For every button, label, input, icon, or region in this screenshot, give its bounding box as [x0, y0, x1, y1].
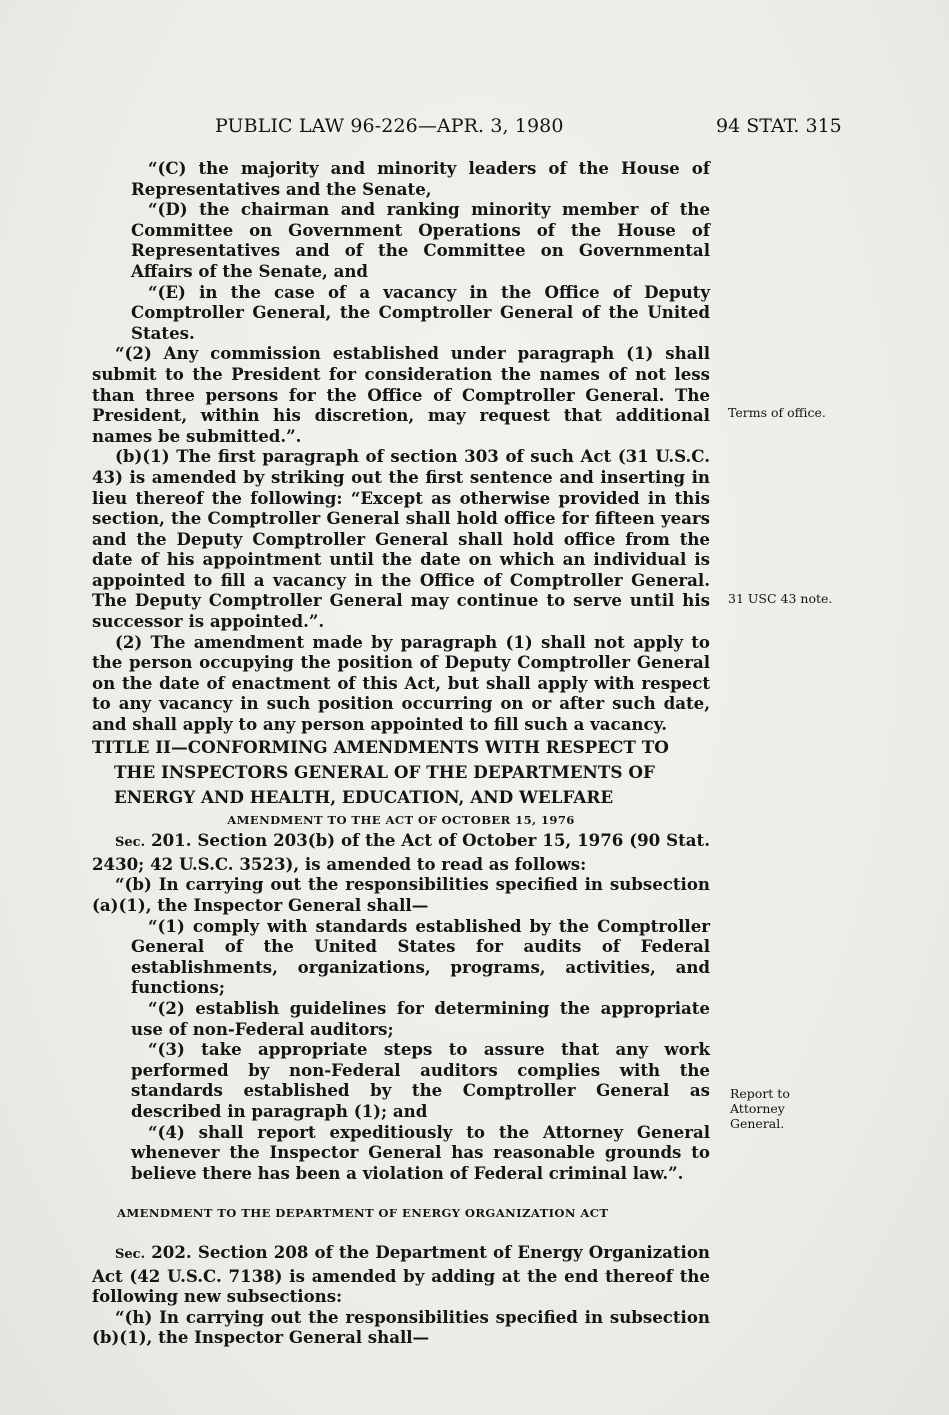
running-header: PUBLIC LAW 96-226—APR. 3, 1980 — [215, 115, 564, 137]
margin-note-report-1: Report to — [730, 1086, 790, 1101]
paragraph-2: “(2) Any commission established under paragraph (1) shall submit to the President for consideration the names of not less than three persons for the Office of Comptroller General. The President, within his discretion, may request that additional names be submitted.”. — [92, 343, 710, 446]
margin-note-report-2: Attorney — [730, 1101, 785, 1116]
item-4: “(4) shall report expeditiously to the Attorney General whenever the Inspector General has reasonable grounds to believe there has been a violation of Federal criminal law.”. — [131, 1121, 710, 1183]
subsection-h: “(h) In carrying out the responsibilities specified in subsection (b)(1), the Inspector General shall— — [92, 1306, 710, 1348]
section-heading-act-1976: AMENDMENT TO THE ACT OF OCTOBER 15, 1976 — [227, 812, 575, 827]
clause-d: “(D) the chairman and ranking minority member of the Committee on Government Operations of the House of Representatives and of the Committee on Governmental Affairs of the Senate, and — [131, 199, 710, 281]
section-201 — [92, 830, 710, 874]
item-2: “(2) establish guidelines for determining the appropriate use of non-Federal auditors; — [131, 997, 710, 1039]
margin-note-terms: Terms of office. — [728, 405, 826, 420]
section-201-label: Sec. — [115, 835, 146, 851]
paragraph-b2: (2) The amendment made by paragraph (1) shall not apply to the person occupying the position of Deputy Comptroller General on the date of enactment of this Act, but shall apply with respect to any vacancy in such position occurring on or after such date, and shall apply to any person appointed to fill such a vacancy. — [92, 631, 710, 735]
section-heading-doe-act: AMENDMENT TO THE DEPARTMENT OF ENERGY ORGANIZATION ACT — [117, 1206, 609, 1221]
margin-note-usc: 31 USC 43 note. — [728, 591, 833, 606]
clause-c: “(C) the majority and minority leaders of the House of Representatives and the Senate, — [131, 158, 710, 199]
margin-note-report-3: General. — [730, 1116, 785, 1131]
section-201-text: 201. Section 203(b) of the Act of October 15, 1976 (90 Stat. 2430; 42 U.S.C. 3523), is amended to read as follows: — [92, 830, 710, 874]
section-202-label: Sec. — [115, 1246, 146, 1262]
title-heading: TITLE II—CONFORMING AMENDMENTS WITH RESPECT TO THE INSPECTORS GENERAL OF THE DEPARTMENTS OF ENERGY AND HEALTH, EDUCATION, AND WELFARE — [92, 736, 669, 807]
paragraph-b1: (b)(1) The first paragraph of section 303 of such Act (31 U.S.C. 43) is amended by striking out the first sentence and inserting in lieu thereof the following: “Except as otherwise provided in this section, the Comptroller General shall hold office for fifteen years and the Deputy Comptroller General shall hold office from the date of his appointment until the date on which an individual is appointed to fill a vacancy in the Office of Comptroller General. The Deputy Comptroller General may continue to serve until his successor is appointed.”. — [92, 446, 710, 632]
item-3: “(3) take appropriate steps to assure that any work performed by non-Federal auditors complies with the standards established by the Comptroller General as described in paragraph (1); and — [131, 1039, 710, 1121]
section-202-text: 202. Section 208 of the Department of Energy Organization Act (42 U.S.C. 7138) is amended by adding at the end thereof the following new subsections: — [92, 1241, 710, 1307]
clause-e: “(E) in the case of a vacancy in the Office of Deputy Comptroller General, the Comptroller General of the United States. — [131, 281, 710, 343]
page-number: 94 STAT. 315 — [716, 115, 842, 137]
body-text — [92, 158, 710, 1348]
subsection-b: “(b) In carrying out the responsibilities specified in subsection (a)(1), the Inspector General shall— — [92, 874, 710, 915]
item-1: “(1) comply with standards established by the Comptroller General of the United States for audits of Federal establishments, organizations, programs, activities, and functions; — [131, 915, 710, 998]
section-202 — [92, 1242, 710, 1307]
